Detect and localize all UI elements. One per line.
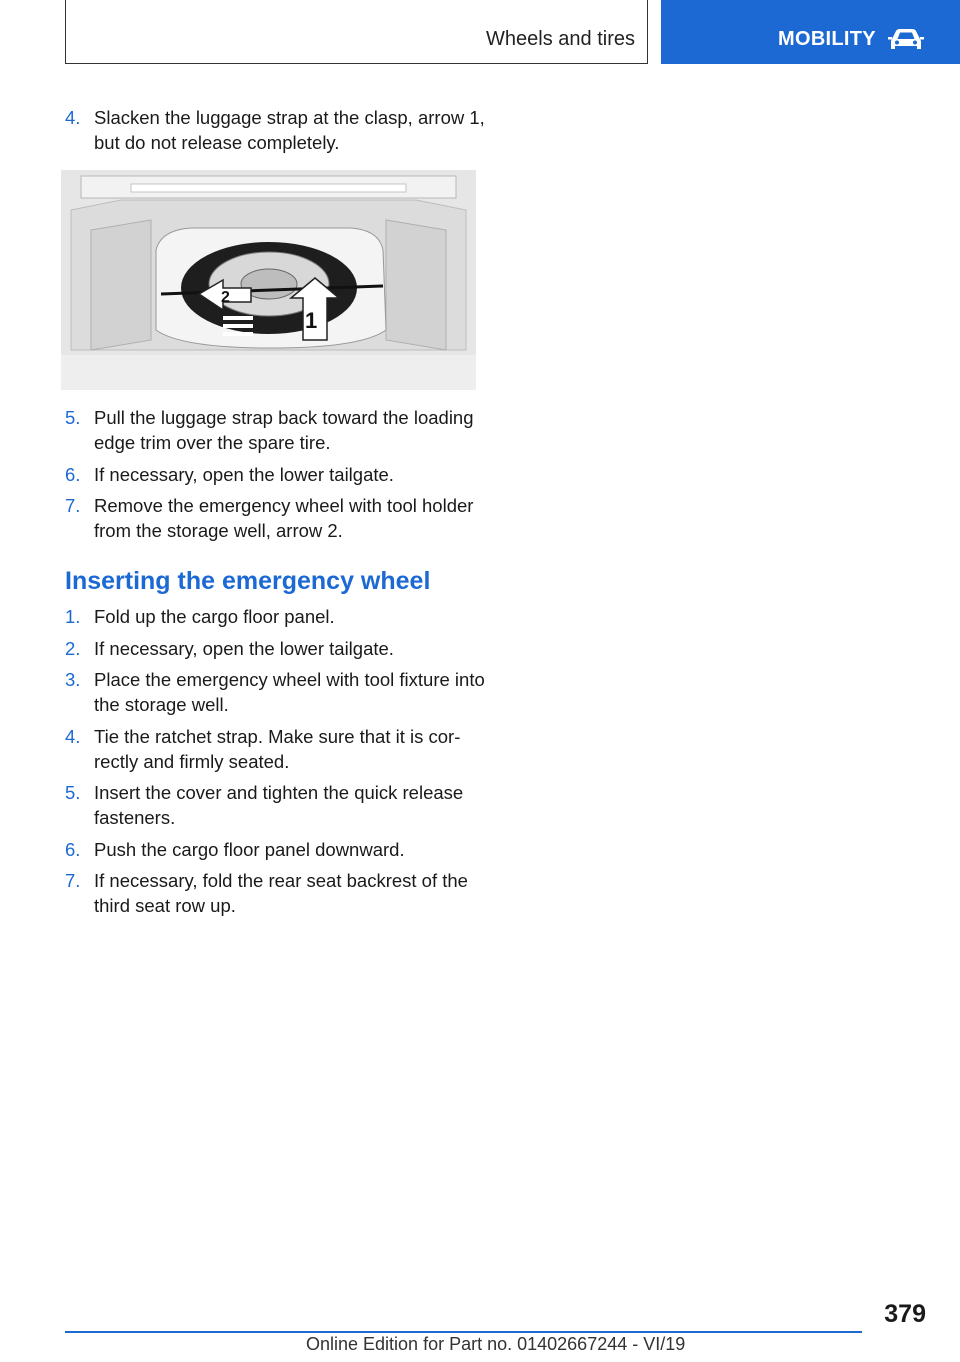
chapter-tab: [661, 0, 960, 64]
list-item: [65, 462, 485, 487]
list-item: [65, 604, 485, 629]
step-text: Place the emergency wheel with tool fixture into the storage well.: [94, 669, 485, 715]
step-text: If necessary, fold the rear seat backrest of the third seat row up.: [94, 870, 468, 916]
list-item: [65, 724, 485, 774]
list-item: [65, 405, 485, 455]
emergency-wheel-figure: [61, 170, 476, 390]
step-text: If necessary, open the lower tailgate.: [94, 463, 394, 485]
step-list-part1: [65, 105, 485, 162]
step-number: 6.: [65, 463, 81, 485]
list-item: [65, 636, 485, 661]
list-item: [65, 837, 485, 862]
chapter-title: MOBILITY: [778, 28, 876, 50]
step-number: 5.: [65, 782, 81, 803]
list-item: [65, 780, 485, 830]
callout-2: 2: [221, 289, 230, 306]
section-heading: Inserting the emergency wheel: [65, 567, 431, 595]
step-list-part3: [65, 604, 485, 925]
step-text: Push the cargo floor panel downward.: [94, 838, 405, 860]
step-number: 2.: [65, 637, 81, 659]
step-list-part2: [65, 405, 485, 550]
step-number: 7.: [65, 495, 81, 516]
callout-1: 1: [305, 308, 318, 333]
list-item: [65, 667, 485, 717]
step-number: 5.: [65, 407, 81, 428]
step-text: If necessary, open the lower tailgate.: [94, 637, 394, 659]
step-text: Fold up the cargo floor panel.: [94, 606, 335, 627]
list-item: [65, 105, 485, 155]
list-item: [65, 868, 485, 918]
footer-divider: [65, 1331, 862, 1333]
header-section-box: [65, 0, 648, 64]
footer-edition: Online Edition for Part no. 01402667244 - VI/19: [306, 1334, 686, 1354]
car-icon: [888, 27, 924, 53]
step-text: Pull the luggage strap back toward the loading edge trim over the spare tire.: [94, 407, 474, 453]
list-item: [65, 493, 485, 543]
section-title: Wheels and tires: [486, 28, 635, 50]
step-text: Slacken the luggage strap at the clasp, arrow 1, but do not release completely.: [94, 107, 485, 153]
step-number: 3.: [65, 669, 81, 690]
step-text: Remove the emergency wheel with tool holder from the storage well, arrow 2.: [94, 495, 474, 541]
step-number: 1.: [65, 606, 81, 627]
step-text: Insert the cover and tighten the quick release fasteners.: [94, 782, 464, 828]
page-number: 379: [884, 1300, 926, 1328]
step-number: 7.: [65, 870, 81, 891]
step-number: 4.: [65, 107, 81, 128]
step-text: Tie the ratchet strap. Make sure that it is correctly and firmly seated.: [94, 725, 461, 772]
step-number: 4.: [65, 725, 81, 747]
step-number: 6.: [65, 838, 81, 860]
